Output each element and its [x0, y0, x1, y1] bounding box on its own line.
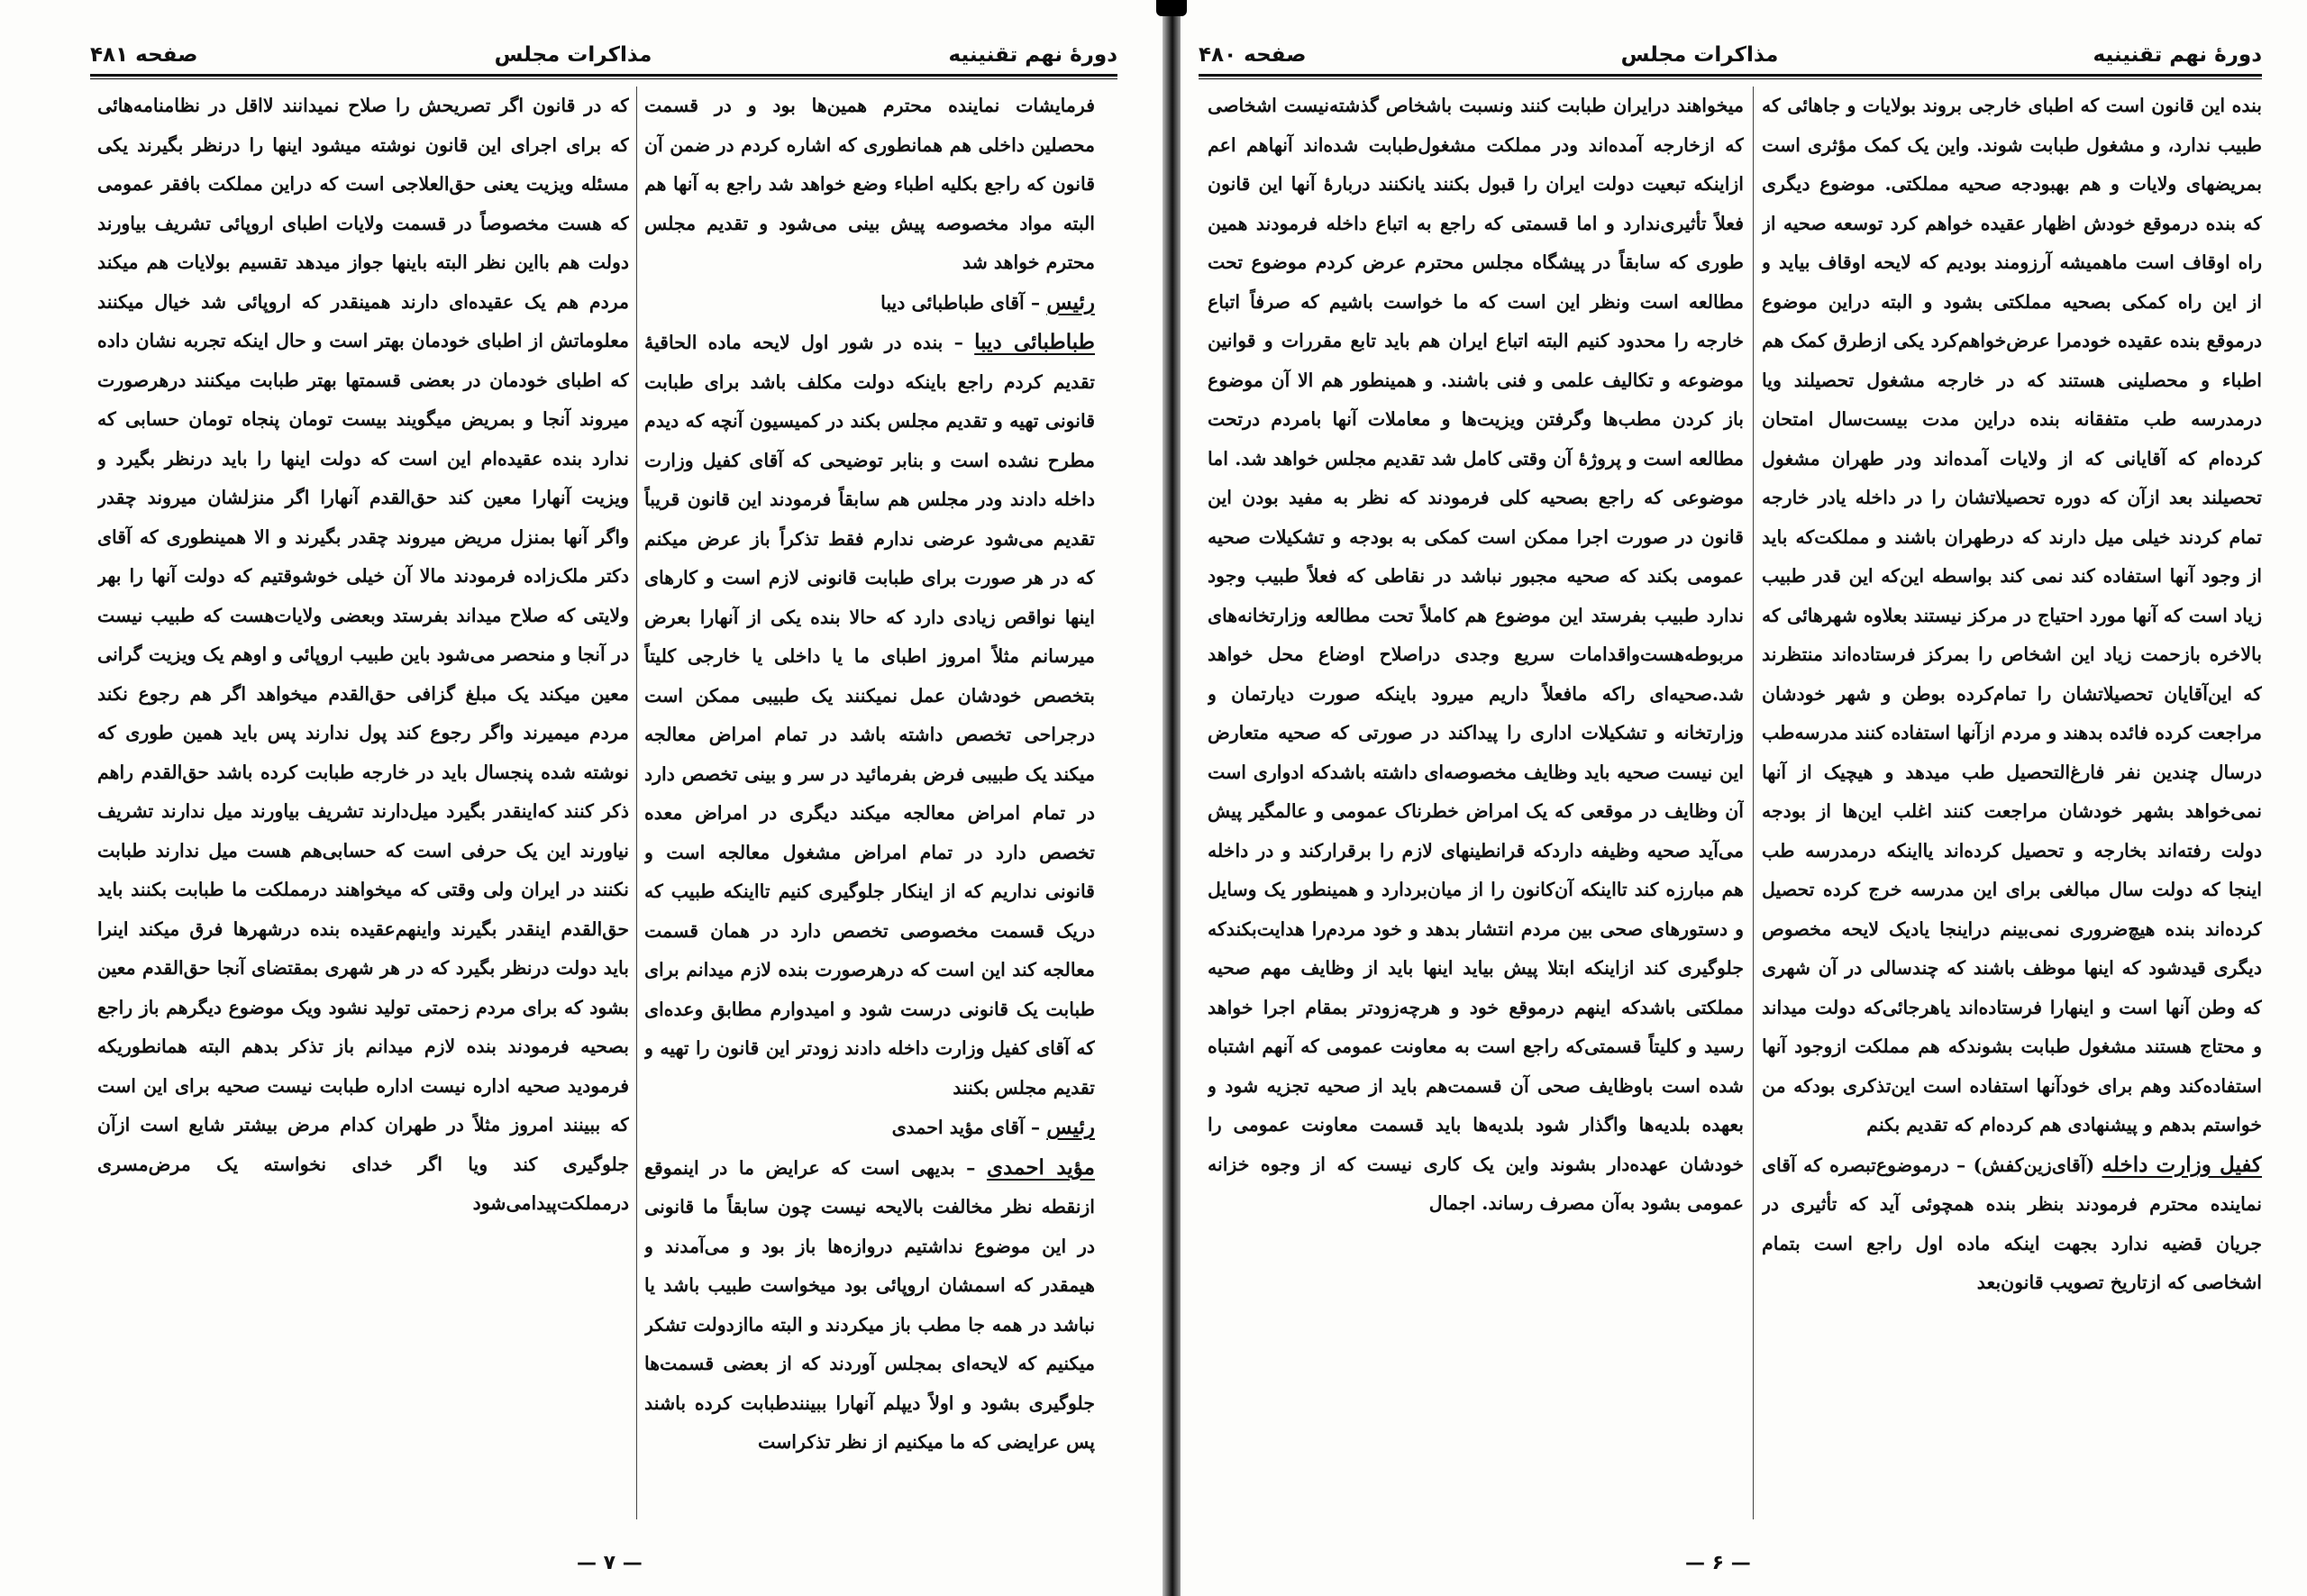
right-page-folio: — ۶ — [1685, 1552, 1751, 1574]
paragraph-text: میخواهند درایران طبابت کنند ونسبت باشخاص گذشته‌نیست اشخاصی که ازخارجه آمده‌اند ودر مملکت مشغول‌طبابت شده‌اند آنهاهم اعم ازاینکه تبعیت دولت ایران را قبول بکنند یانکنند دربارهٔ آنها این قانون فعلاً تأثیری‌ندارد و اما قسمتی که راجع به اتباع داخله فرمودند همین طوری که سابقاً در پیشگاه مجلس محترم عرض کردم موضوع تحت مطالعه است ونظر این است که ما خواست باشیم که صرفاً اتباع خارجه را محدود کنیم البته اتباع ایران هم باید تابع مقررات و قوانین موضوعه و تکالیف علمی و فنی باشند. و همینطور هم الا آن موضوع باز کردن مطب‌ها وگرفتن ویزیت‌ها و معاملات آنها بامردم درتحت مطالعه است و پروژهٔ آن وقتی کامل شد تقدیم مجلس خواهد شد. اما موضوعی که راجع بصحیه کلی فرمودند که نظر به مفید بودن این قانون در صورت اجرا ممکن است کمکی به بودجه و تشکیلات صحیه عمومی بکند که صحیه مجبور نباشد در نقاطی که فعلاً طبیب وجود ندارد طبیب بفرستد این موضوع هم کاملاً تحت مطالعه وزارتخانه‌های مربوطه‌هست‌واقدامات سریع وجدی دراصلاح اوضاع محل خواهد شد.صحیه‌ای راکه مافعلاً داریم میرود باینکه صورت دیارتمان و وزارتخانه و تشکیلات اداری را پیداکند در صورتی که صحیه متعارض این نیست صحیه باید وظایف مخصوصه‌ای داشته باشدکه ادواری است آن وظایف در موقعی که یک امراض خطرناک عمومی و عالمگیر پیش می‌آید صحیه وظیفه داردکه قرانطینهای لازم را برقرارکند و در داخله هم مبارزه کند تااینکه آن‌کانون را از میان‌بردارد و همینطور یک وسایل و دستورهای صحی بین مردم انتشار بدهد و خود مردم‌را هدایت‌بکندکه جلوگیری کند ازاینکه ابتلا پیش بیاید اینها باید از وظایف مهم صحیه مملکتی باشدکه اینهم درموقع خود و هرچه‌زودتر بمقام اجرا خواهد رسید و کلیتاً قسمتی‌که راجع است به معاونت عمومی که آنهم اشتباه شده است باوظایف صحی آن قسمت‌هم باید از صحیه تجزیه شود و بعهده بلدیه‌ها واگذار شود بلدیه‌ها باید قسمت معاونت عمومی را خودشان عهده‌دار بشوند واین یک کاری نیست که از وجوه خزانه عمومی بشود به‌آن مصرف رساند. اجمال [1208, 95, 1744, 1214]
left-page-column-left [97, 87, 629, 1519]
paragraph-text: – بدیهی است که عرایض ما در اینموقع ازنقطه نظر مخالفت بالایحه نیست چون سابقاً ما قانونی در این موضوع نداشتیم دروازه‌ها باز بود و می‌آمدند و هیمقدر که اسمشان اروپائی بود میخواست طبیب باشد یا نباشد در همه جا مطب باز میکردند و البته ماازدولت تشکر میکنیم که لایحه‌ای بمجلس آوردند که از بعضی قسمت‌ها جلوگیری بشود و اولاً دیپلم آنهارا ببینندطبابت کرده باشند پس عرایضی که ما میکنیم از نظر تذکراست [644, 1156, 1095, 1453]
paragraph [644, 1108, 1095, 1148]
paragraph [644, 1148, 1095, 1463]
left-page-header [90, 40, 1117, 70]
left-column-divider [636, 87, 637, 1519]
paragraph [1762, 1145, 2262, 1303]
left-page-folio: — ۷ — [577, 1552, 643, 1574]
right-page-column-left [1208, 87, 1744, 1519]
paragraph-text: – آقای مؤید احمدی [891, 1117, 1047, 1138]
speaker-name: مؤید احمدی [986, 1154, 1095, 1180]
right-page-column-right [1762, 87, 2262, 1519]
paragraph [644, 87, 1095, 283]
paragraph-text: که در قانون اگر تصریحش را صلاح نمیدانند لااقل در نظامنامه‌هائی که برای اجرای این قانون نوشته میشود اینها را درنظر بگیرند یکی مسئله ویزیت یعنی حق‌العلاجی است که دراین مملکت بافقر عمومی که هست مخصوصاً در قسمت ولایات اطبای اروپائی تشریف بیاورند دولت هم بااین نظر البته باینها جواز میدهد تقسیم بولایات هم میکند مردم هم یک عقیده‌ای دارند همینقدر که اروپائی شد خیال میکنند معلوماتش از اطبای خودمان بهتر است و حال اینکه تجربه نشان داده که اطبای خودمان در بعضی قسمتها بهتر طبابت میکنند درهرصورت میروند آنجا و بمریض میگویند بیست تومان پنجاه تومان حسابی که ندارد بنده عقیده‌ام این است که دولت اینها را باید درنظر بگیرد و ویزیت آنهارا معین کند حق‌القدم آنهارا اگر منزلشان میروند چقدر واگر آنها بمنزل مریض میروند چقدر بگیرند و الا همینطوری که آقای دکتر ملک‌زاده فرمودند مالا آن خیلی خوشوقتیم که دولت آنها را بهر ولایتی که صلاح میداند بفرستد وبعضی ولایات‌هست که طبیب نیست در آنجا و منحصر می‌شود باین طبیب اروپائی و اوهم یک ویزیت گرانی معین میکند یک مبلغ گزافی حق‌القدم میخواهد اگر هم رجوع نکند مردم میمیرند واگر رجوع کند پول ندارند پس باید همین طوری که نوشته شده پنجسال باید در خارجه طبابت کرده باشد حق‌القدم راهم ذکر کنند که‌اینقدر بگیرد میل‌دارند تشریف بیاورند میل ندارند تشریف نیاورند این یک حرفی است که حسابی‌هم هست میل ندارند طبابت نکنند در ایران ولی وقتی که میخواهند درمملکت ما طبابت بکنند باید حق‌القدم اینقدر بگیرند واینهم‌عقیده بنده درشهرها فرق میکند اینرا باید دولت درنظر بگیرد که در هر شهری بمقتضای آنجا حق‌القدم معین بشود که برای مردم زحمتی تولید نشود ویک موضوع دیگرهم باز راجع بصحیه فرمودند بنده لازم میدانم باز تذکر بدهم البته همانطوریکه فرمودید صحیه اداره نیست اداره طبابت نیست صحیه برای این است که ببینند امروز مثلاً در طهران کدام مرض بیشتر شایع است ازآن جلوگیری کند ویا اگر خدای نخواسته یک مرض‌مسری درمملکت‌پیدامی‌شود [97, 95, 629, 1214]
paragraph [1208, 87, 1744, 1224]
speaker-name: طباطبائی دیبا [974, 330, 1095, 354]
left-header-rule [90, 74, 1117, 79]
right-page-session: دورهٔ نهم تقنینیه [2093, 43, 2262, 67]
right-page [1181, 0, 2307, 1596]
paragraph [97, 87, 629, 1224]
speaker-name: رئیس [1046, 289, 1095, 315]
left-page-number: صفحه ۴۸۱ [90, 43, 198, 67]
paragraph-text: فرمایشات نماینده محترم همین‌ها بود و در قسمت محصلین داخلی هم همانطوری که اشاره کردم در ضمن آن قانون که راجع بکلیه اطباء وضع خواهد شد راجع به آنها هم البته مواد مخصوصه پیش بینی می‌شود و تقدیم مجلس محترم خواهد شد [644, 95, 1095, 273]
right-column-divider [1753, 87, 1754, 1519]
speaker-name: کفیل وزارت داخله [2102, 1152, 2262, 1177]
paragraph-text: – بنده در شور اول لایحه ماده الحاقیهٔ تقدیم کردم راجع باینکه دولت مکلف باشد برای طبابت قانونی تهیه و تقدیم مجلس بکند در کمیسیون آنچه که دیدم مطرح نشده است و بنابر توضیحی که آقای کفیل وزارت داخله دادند ودر مجلس هم سابقاً فرمودند این قانون قریباً تقدیم می‌شود عرضی ندارم فقط تذکراً باز عرض میکنم که در هر صورت برای طبابت قانونی لازم است و کارهای اینها نواقص زیادی دارد که حالا بنده یکی از آنهارا بعرض میرسانم مثلاً امروز اطبای ما یا داخلی یا خارجی کلیتاً بتخصص خودشان عمل نمیکنند یک طبیبی ممکن است درجراحی تخصص داشته باشد در تمام امراض معالجه میکند یک طبیبی فرض بفرمائید در سر و بینی تخصص دارد در تمام امراض معالجه میکند دیگری در امراض معده تخصص دارد در تمام امراض مشغول معالجه است و قانونی نداریم که از اینکار جلوگیری کنیم تااینکه طبیب که دریک قسمت مخصوصی تخصص دارد در همان قسمت معالجه کند این است که درهرصورت بنده لازم میدانم برای طبابت یک قانونی درست شود و امیدوارم مطابق وعده‌ای که آقای کفیل وزارت داخله دادند زودتر این قانون را تهیه و تقدیم مجلس بکنند [644, 332, 1095, 1099]
left-page-title: مذاکرات مجلس [494, 43, 652, 67]
left-page-session: دورهٔ نهم تقنینیه [948, 43, 1117, 67]
right-header-rule [1199, 74, 2262, 79]
speaker-name: رئیس [1046, 1115, 1095, 1139]
binding-gutter [1163, 0, 1181, 1596]
right-page-header [1199, 40, 2262, 70]
right-page-number: صفحه ۴۸۰ [1199, 43, 1307, 67]
paragraph [644, 283, 1095, 324]
left-page-column-right [644, 87, 1095, 1519]
paragraph [644, 323, 1095, 1108]
right-page-title: مذاکرات مجلس [1620, 43, 1779, 67]
paragraph-text: بنده این قانون است که اطبای خارجی بروند بولایات و جاهائی که طبیب ندارد، و مشغول طبابت شوند. واین یک کمک مؤثری است بمریضهای ولایات و هم بهبودجه صحیه مملکتی. موضوع دیگری که بنده درموقع خودش اظهار عقیده خواهم کرد توسعه صحیه از راه اوقاف است ماهمیشه آرزومند بودیم که لایحه اوقاف بیاید و از این راه کمکی بصحیه مملکتی بشود و البته دراین موضوع درموقع بنده عقیده خودمرا عرض‌خواهم‌کرد یکی ازطرق کمک هم اطباء و محصلینی هستند که در خارجه مشغول تحصیلند ویا درمدرسه طب متفقانه بنده دراین مدت بیست‌سال امتحان کرده‌ام که آقایانی که از ولایات آمده‌اند ودر طهران مشغول تحصیلند بعد ازآن که دوره تحصیلاتشان را در داخله یادر خارجه تمام کردند خیلی میل دارند که درطهران باشند و مملکت‌که باید از وجود آنها استفاده کند نمی کند بواسطه این‌که این قدر طبیب زیاد است که آنها مورد احتیاج در مرکز نیستند بعلاوه شهرهائی که بالاخره بازحمت زیاد این اشخاص را بمرکز فرستاده‌اند منتظرند که این‌آقایان تحصیلاتشان را تمام‌کرده بوطن و شهر خودشان مراجعت کرده فائده بدهند و مردم ازآنها استفاده کنند مدرسه‌طب درسال چندین نفر فارغ‌التحصیل طب میدهد و هیچیک از آنها نمی‌خواهد بشهر خودشان مراجعت کنند اغلب این‌ها از بودجه دولت رفته‌اند بخارجه و تحصیل کرده‌اند یااینکه درمدرسه طب اینجا که دولت سال مبالغی برای این مدرسه خرج کرده تحصیل کرده‌اند بنده هیچ‌ضروری نمی‌بینم دراینجا یادیک لایحه مخصوص دیگری قیدشود که اینها موظف باشند که چندسالی در آن شهری که وطن آنها است و اینهارا فرستاده‌اند یاهرجائی‌که دولت میداند و محتاج هستند مشغول طبابت بشوندکه هم مملکت ازوجود آنها استفاده‌کند وهم برای خودآنها استفاده است این‌تذکری بودکه من خواستم بدهم و پیشنهادی هم کرده‌ام که تقدیم بکنم [1762, 95, 2262, 1135]
paragraph-text: – آقای طباطبائی دیبا [880, 291, 1047, 314]
paragraph [1762, 87, 2262, 1145]
paragraph-text: (آقای‌زین‌کفش) – در‌موضوع‌تبصره که آقای نماینده محترم فرمودند بنظر بنده همچوئی آید که تأثیری در جریان قضیه ندارد بجهت اینکه ماده اول راجع است بتمام اشخاصی که ازتاریخ تصویب قانون‌بعد [1762, 1154, 2262, 1293]
